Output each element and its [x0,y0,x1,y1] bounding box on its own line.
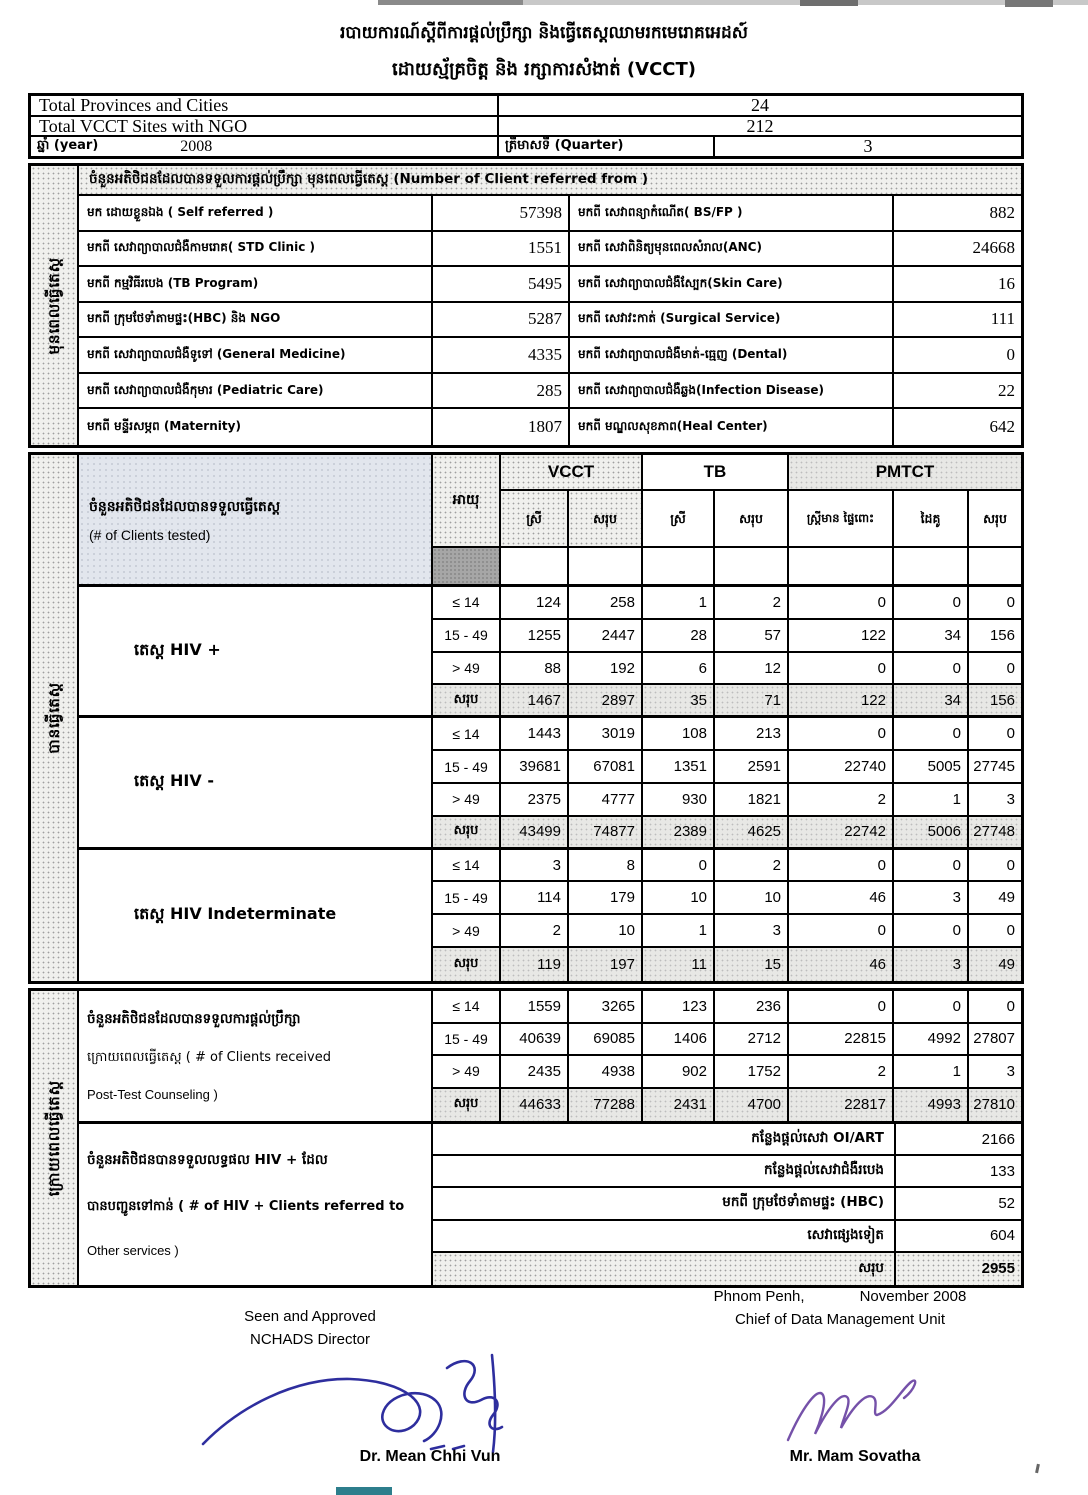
data-cell: 1 [894,1056,969,1089]
data-cell: 3019 [569,718,643,751]
quarter-value: 3 [863,137,873,157]
age-cell: 15 - 49 [433,620,501,653]
scan-artifact-top-dark-1 [378,0,523,5]
referred-label-1-row3: មកពី ក្រុមថែទាំតាមផ្ទះ(HBC) និង NGO [79,303,433,339]
referred-label-1-row5: មកពី សេវាព្យាបាលជំងឺកុមារ (Pediatric Care) [79,374,433,410]
referred-label-2-row0: មកពី សេវាពន្យាកំណើត( BS/FP ) [570,196,894,232]
data-cell: 2435 [501,1056,569,1089]
data-cell: 4700 [715,1089,789,1122]
referred-label-2-row5: មកពី សេវាព្យាបាលជំងឺឆ្លង(Infection Disease) [570,374,894,410]
approval-line2: NCHADS Director [249,1331,370,1348]
data-cell: 119 [501,948,569,981]
data-cell: 192 [569,653,643,686]
spacer-cell [715,548,789,587]
referred-value-1-row4: 4335 [433,338,570,374]
data-cell: 3 [715,915,789,948]
referred-from-table [79,196,1021,445]
data-cell: 122 [789,685,894,718]
post-test-label-line2: ក្រោយពេលធ្វើតេស្ត ( # of Clients received [87,1050,331,1065]
data-cell: 0 [969,653,1021,686]
total-vcct-sites-value: 212 [746,116,774,136]
data-cell: 1821 [715,784,789,817]
total-provinces-value: 24 [751,96,769,115]
signature-director [195,1348,565,1458]
data-cell: 3 [894,948,969,981]
pmtct-total-header: សរុប [969,491,1021,548]
age-cell: > 49 [433,915,501,948]
referral-row-label-0: កន្លែងផ្តល់សេវា OI/ART [433,1124,896,1156]
age-cell: សរុប [433,948,501,981]
data-cell: 27807 [969,1024,1021,1057]
data-cell: 27810 [969,1089,1021,1122]
tested-header-label [79,455,433,587]
data-cell: 22740 [789,751,894,784]
referral-row-label-4: សរុប [433,1253,896,1285]
data-cell: 2 [789,784,894,817]
age-cell: 15 - 49 [433,751,501,784]
spacer-cell [894,548,969,587]
data-cell: 0 [894,991,969,1024]
data-cell: 902 [643,1056,715,1089]
data-cell: 69085 [569,1024,643,1057]
age-spacer-cell [433,548,501,587]
quarter-label: ត្រីមាសទី (Quarter) [499,137,715,156]
referred-value-2-row0: 882 [894,196,1021,232]
section-referred-from [28,163,1024,448]
data-cell: 10 [643,882,715,915]
referred-value-1-row1: 1551 [433,232,570,268]
data-cell: 114 [501,882,569,915]
data-cell: 2 [715,850,789,883]
age-cell: ≤ 14 [433,587,501,620]
place: Phnom Penh, [713,1288,805,1305]
approval-line1: Seen and Approved [244,1308,376,1325]
referred-label-1-row1: មកពី សេវាព្យាបាលជំងឺកាមរោគ( STD Clinic ) [79,232,433,268]
data-cell: 0 [894,653,969,686]
data-cell: 22815 [789,1024,894,1057]
referral-row-value-3: 604 [896,1221,1021,1253]
data-cell: 4625 [715,817,789,850]
date: November 2008 [859,1288,967,1305]
referred-value-1-row3: 5287 [433,303,570,339]
data-cell: 930 [643,784,715,817]
data-cell: 0 [969,587,1021,620]
post-test-label-line1: ចំនួនអតិថិជនដែលបានទទួលការផ្តល់ប្រឹក្សា [87,1011,301,1027]
data-cell: 0 [894,718,969,751]
tested-group-label-2: តេស្ត HIV Indeterminate [79,850,433,981]
data-cell: 12 [715,653,789,686]
pmtct-group-header: PMTCT [789,455,1021,491]
data-cell: 2712 [715,1024,789,1057]
data-cell: 3265 [569,991,643,1024]
age-cell: 15 - 49 [433,882,501,915]
data-cell: 0 [789,587,894,620]
data-cell: 39681 [501,751,569,784]
data-cell: 2 [789,1056,894,1089]
spacer-cell [569,548,643,587]
scan-artifact-top-dark-3 [1005,0,1053,7]
age-cell: ≤ 14 [433,718,501,751]
year-value: 2008 [180,137,213,155]
data-cell: 5005 [894,751,969,784]
data-cell: 197 [569,948,643,981]
vcct-group-header: VCCT [501,455,643,491]
data-cell: 27745 [969,751,1021,784]
referred-out-label-line3: Other services ) [87,1243,179,1259]
age-cell: 15 - 49 [433,1024,501,1057]
right-signer-name: Mr. Mam Sovatha [789,1448,921,1465]
data-cell: 74877 [569,817,643,850]
data-cell: 10 [715,882,789,915]
age-cell: > 49 [433,784,501,817]
referred-value-1-row5: 285 [433,374,570,410]
data-cell: 71 [715,685,789,718]
data-cell: 1467 [501,685,569,718]
right-signer-title: Chief of Data Management Unit [734,1311,946,1328]
data-cell: 27748 [969,817,1021,850]
data-cell: 10 [569,915,643,948]
data-cell: 11 [643,948,715,981]
report-title-khmer-line1: របាយការណ៍ស្តីពីការផ្តល់ប្រឹក្សា និងធ្វើតេស្តឈាមរកមេរោគអេដស៍ [339,23,748,43]
referral-row-value-4: 2955 [896,1253,1021,1285]
pmtct-partner-header: ដៃគូ [894,491,969,548]
data-cell: 0 [969,850,1021,883]
data-cell: 2 [715,587,789,620]
data-cell: 22817 [789,1089,894,1122]
data-cell: 3 [969,1056,1021,1089]
summary-row-period [31,137,1021,156]
data-cell: 123 [643,991,715,1024]
referred-out-label-line1: ចំនួនអតិថិជនបានទទួលលទ្ធផល HIV + ដែល [87,1151,328,1168]
hiv-referred-out-table [79,1121,1021,1285]
data-cell: 213 [715,718,789,751]
data-cell: 2897 [569,685,643,718]
referred-value-1-row6: 1807 [433,409,570,445]
spacer-cell [969,548,1021,587]
referred-value-2-row6: 642 [989,417,1015,437]
age-column-header: អាយុ [433,455,501,548]
data-cell: 236 [715,991,789,1024]
section-clients-tested [28,452,1024,984]
left-signer-name: Dr. Mean Chhi Vun [359,1448,501,1465]
post-test-label [79,991,433,1121]
place-date [660,1288,1020,1305]
spacer-cell [789,548,894,587]
sidebar-post-test [31,991,79,1285]
data-cell: 179 [569,882,643,915]
scan-artifact-stray-mark [1035,1464,1040,1473]
referred-value-1-row0: 57398 [433,196,570,232]
referred-value-2-row1: 24668 [894,232,1021,268]
data-cell: 28 [643,620,715,653]
referred-value-2-row4: 0 [894,338,1021,374]
data-cell: 43499 [501,817,569,850]
spacer-cell [501,548,569,587]
referred-label-2-row2: មកពី សេវាព្យាបាលជំងឺស្បែក(Skin Care) [570,267,894,303]
data-cell: 34 [894,620,969,653]
scan-artifact-top-dark-2 [800,0,858,6]
age-cell: ≤ 14 [433,991,501,1024]
data-cell: 0 [789,718,894,751]
data-cell: 4993 [894,1089,969,1122]
referral-row-value-1: 133 [896,1156,1021,1188]
age-cell: សរុប [433,1089,501,1122]
pmtct-pregnant-header: ស្ត្រីមាន ផ្ទៃពោះ [789,491,894,548]
scan-artifact-bottom-bar [336,1487,392,1495]
data-cell: 122 [789,620,894,653]
year-cell [31,137,499,156]
data-cell: 88 [501,653,569,686]
referred-from-header: ចំនួនអតិថិជនដែលបានទទួលការផ្តល់ប្រឹក្សា មុនពេលធ្វើតេស្ត (Number of Client referred from ) [79,166,1021,196]
referred-label-1-row2: មកពី កម្មវិធីរបេង (TB Program) [79,267,433,303]
referred-label-2-row4: មកពី សេវាព្យាបាលជំងឺមាត់-ធ្មេញ (Dental) [570,338,894,374]
age-cell: ≤ 14 [433,850,501,883]
data-cell: 1255 [501,620,569,653]
data-cell: 77288 [569,1089,643,1122]
data-cell: 156 [969,620,1021,653]
sidebar-pre-test-label: មុនពេលធ្វើតេស្ត [45,256,63,355]
data-cell: 3 [894,882,969,915]
data-cell: 15 [715,948,789,981]
data-cell: 46 [789,882,894,915]
data-cell: 1443 [501,718,569,751]
tested-header-title: ចំនួនអតិថិជនដែលបានទទួលធ្វើតេស្ត [89,498,281,515]
data-cell: 0 [969,718,1021,751]
data-cell: 0 [789,850,894,883]
section-post-test [28,988,1024,1288]
data-cell: 4777 [569,784,643,817]
data-cell: 2591 [715,751,789,784]
summary-row-sites [31,117,1021,138]
referred-value-2-row3: 111 [894,303,1021,339]
referred-label-2-row1: មកពី សេវាពិនិត្យមុនពេលសំរាល(ANC) [570,232,894,268]
age-cell: > 49 [433,653,501,686]
data-cell: 2 [501,915,569,948]
sidebar-post-test-label: ក្រោយពេលធ្វើតេស្ត [45,1079,63,1197]
data-cell: 0 [894,850,969,883]
data-cell: 46 [789,948,894,981]
referred-value-2-row2: 16 [894,267,1021,303]
clients-tested-table [79,455,1021,981]
data-cell: 44633 [501,1089,569,1122]
referral-row-label-2: មកពី ក្រុមថែទាំតាមផ្ទះ (HBC) [433,1188,896,1220]
tb-group-header: TB [643,455,789,491]
data-cell: 0 [969,915,1021,948]
data-cell: 0 [969,991,1021,1024]
post-test-label-line3: Post-Test Counseling ) [87,1087,218,1102]
sidebar-tested [31,455,79,981]
data-cell: 22742 [789,817,894,850]
referred-out-label-line2: បានបញ្ជូនទៅកាន់ ( # of HIV + Clients referred to [87,1198,405,1214]
data-cell: 2389 [643,817,715,850]
tested-group-label-1: តេស្ត HIV - [79,718,433,849]
signature-data-unit-chief [780,1370,930,1445]
data-cell: 0 [894,587,969,620]
data-cell: 1406 [643,1024,715,1057]
data-cell: 5006 [894,817,969,850]
data-cell: 4992 [894,1024,969,1057]
data-cell: 2447 [569,620,643,653]
year-label: ឆ្នាំ (year) [37,138,99,154]
total-vcct-sites-label: Total VCCT Sites with NGO [31,117,499,136]
data-cell: 1 [643,587,715,620]
data-cell: 35 [643,685,715,718]
referred-value-2-row5: 22 [894,374,1021,410]
age-cell: > 49 [433,1056,501,1089]
referred-out-label [79,1124,433,1285]
vcct-total-header: សរុប [569,491,643,548]
data-cell: 0 [789,991,894,1024]
data-cell: 124 [501,587,569,620]
data-cell: 34 [894,685,969,718]
data-cell: 2375 [501,784,569,817]
summary-row-provinces [31,96,1021,117]
tested-header-subtitle: (# of Clients tested) [89,526,211,543]
referral-row-label-3: សេវាផ្សេងទៀត [433,1221,896,1253]
data-cell: 0 [789,653,894,686]
vcct-female-header: ស្រី [501,491,569,548]
data-cell: 108 [643,718,715,751]
data-cell: 40639 [501,1024,569,1057]
data-cell: 0 [789,915,894,948]
referred-label-1-row4: មកពី សេវាព្យាបាលជំងឺទូទៅ (General Medicine) [79,338,433,374]
data-cell: 6 [643,653,715,686]
total-provinces-label: Total Provinces and Cities [31,96,499,115]
data-cell: 57 [715,620,789,653]
data-cell: 0 [643,850,715,883]
data-cell: 3 [501,850,569,883]
data-cell: 1351 [643,751,715,784]
referral-row-label-1: កន្លែងផ្តល់សេវាជំងឺរបេង [433,1156,896,1188]
data-cell: 1 [643,915,715,948]
data-cell: 67081 [569,751,643,784]
spacer-cell [643,548,715,587]
age-cell: សរុប [433,817,501,850]
tested-group-label-0: តេស្ត HIV + [79,587,433,718]
data-cell: 2431 [643,1089,715,1122]
post-test-counseling-table [79,991,1021,1121]
age-cell: សរុប [433,685,501,718]
sidebar-tested-label: បានធ្វើតេស្ត [45,682,63,754]
data-cell: 258 [569,587,643,620]
data-cell: 1559 [501,991,569,1024]
data-cell: 0 [894,915,969,948]
referred-label-1-row6: មកពី មន្ទីរសម្ភព (Maternity) [79,409,433,445]
referral-row-value-0: 2166 [896,1124,1021,1156]
data-cell: 156 [969,685,1021,718]
data-cell: 8 [569,850,643,883]
tb-female-header: ស្រី [643,491,715,548]
referred-label-1-row0: មក ដោយខ្លួនឯង ( Self referred ) [79,196,433,232]
referred-value-1-row2: 5495 [433,267,570,303]
data-cell: 1752 [715,1056,789,1089]
data-cell: 1 [894,784,969,817]
referred-label-2-row3: មកពី សេវាវះកាត់ (Surgical Service) [570,303,894,339]
tb-total-header: សរុប [715,491,789,548]
referral-row-value-2: 52 [896,1188,1021,1220]
summary-table [28,93,1024,159]
referred-label-2-row6: មកពី មណ្ឌលសុខភាព(Heal Center) [570,409,894,445]
report-title-khmer-line2: ដោយស្ម័គ្រចិត្ត និង រក្សាការសំងាត់ (VCCT) [391,59,696,80]
data-cell: 3 [969,784,1021,817]
data-cell: 49 [969,882,1021,915]
data-cell: 4938 [569,1056,643,1089]
data-cell: 49 [969,948,1021,981]
sidebar-pre-test [31,166,79,445]
